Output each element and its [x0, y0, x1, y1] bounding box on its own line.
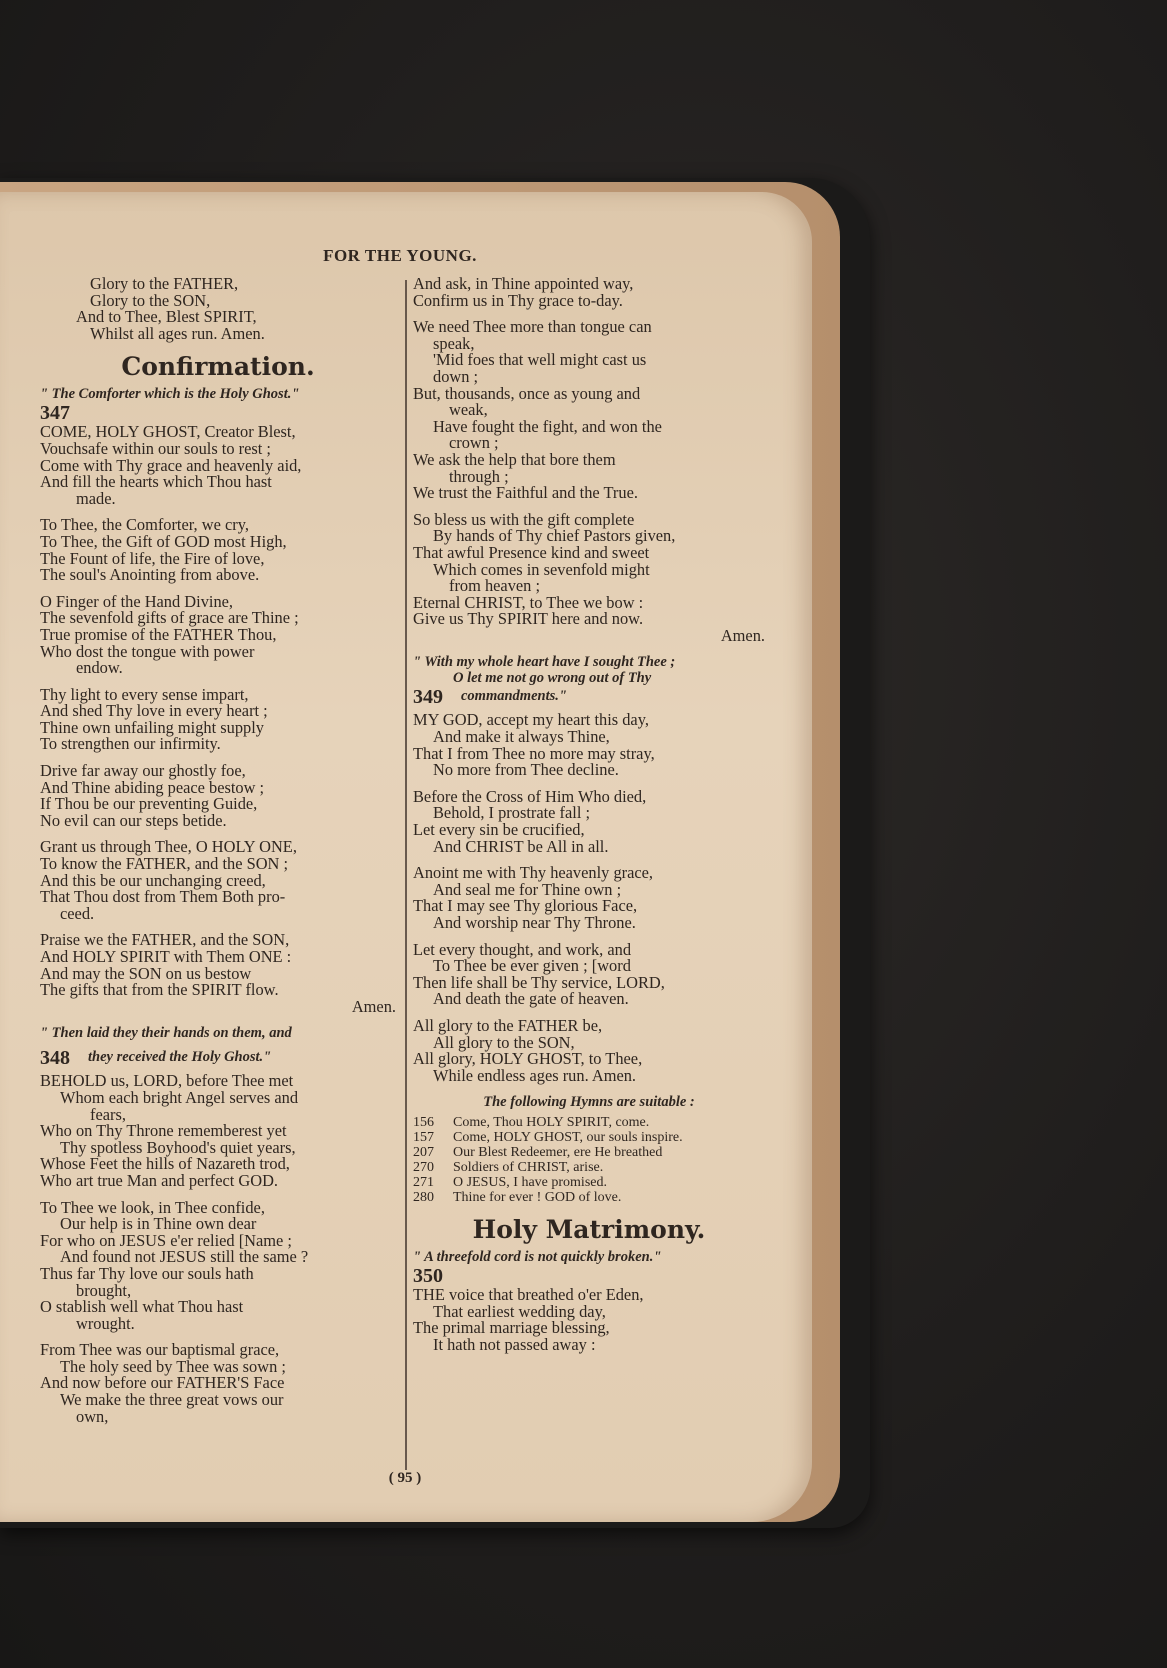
stanza	[40, 517, 396, 583]
verse-line: from heaven ;	[449, 576, 541, 596]
stanza	[413, 509, 765, 645]
stanza	[413, 1015, 765, 1085]
hymn-epigraph: " A threefold cord is not quickly broken."	[413, 1248, 662, 1265]
verse-line: To strengthen our infirmity.	[40, 734, 221, 754]
verse-line: Who dost the tongue with power	[40, 641, 255, 661]
stanza	[413, 1284, 765, 1354]
hymn-epigraph: " Then laid they their hands on them, and	[40, 1025, 292, 1042]
verse-line: By hands of Thy chief Pastors given,	[433, 526, 676, 546]
verse-line: To Thee we look, in Thee confide,	[40, 1197, 265, 1217]
verse-line: The gifts that from the SPIRIT flow.	[40, 980, 279, 1000]
verse-line: down ;	[433, 366, 479, 386]
verse-line: Glory to the SON,	[90, 290, 211, 310]
hymn-number-row	[413, 686, 765, 708]
section-heading-confirmation: Confirmation.	[121, 352, 315, 382]
hymn-number: 349	[413, 686, 443, 709]
hymn-number-row	[40, 1047, 396, 1069]
section-heading-holy-matrimony: Holy Matrimony.	[472, 1214, 706, 1244]
verse-line: We make the three great vows our	[60, 1390, 284, 1410]
running-head: FOR THE YOUNG.	[323, 246, 477, 265]
verse-line: From Thee was our baptismal grace,	[40, 1340, 280, 1360]
verse-line: And this be our unchanging creed,	[40, 870, 266, 890]
verse-line: Let every thought, and work, and	[413, 939, 632, 959]
verse-line: And make it always Thine,	[433, 727, 610, 747]
column-divider	[405, 280, 407, 1470]
verse-line: We need Thee more than tongue can	[413, 317, 652, 337]
hymn-ref-title: Come, Thou HOLY SPIRIT, come.	[453, 1114, 650, 1130]
page-number: ( 95 )	[388, 1470, 422, 1486]
verse-line: And now before our FATHER'S Face	[40, 1373, 285, 1393]
verse-line: Anoint me with Thy heavenly grace,	[413, 863, 654, 883]
verse-line: Behold, I prostrate fall ;	[433, 803, 591, 823]
hymn-ref-number: 157	[413, 1129, 434, 1145]
verse-line: Thy spotless Boyhood's quiet years,	[60, 1137, 296, 1157]
verse-line: Who on Thy Throne rememberest yet	[40, 1121, 287, 1141]
list-item	[413, 1175, 765, 1190]
verse-line: The sevenfold gifts of grace are Thine ;	[40, 608, 299, 628]
verse-line: And found not JESUS still the same ?	[60, 1247, 309, 1267]
stanza	[40, 424, 396, 507]
list-item	[413, 1160, 765, 1175]
verse-line: weak,	[449, 400, 488, 420]
verse-line: That awful Presence kind and sweet	[413, 542, 650, 562]
list-item	[413, 1145, 765, 1160]
verse-line: That Thou dost from Them Both pro-	[40, 887, 286, 907]
hymn-epigraph-cont: O let me not go wrong out of Thy	[453, 670, 652, 687]
hymn-ref-title: Thine for ever ! GOD of love.	[453, 1189, 622, 1205]
verse-line: That I from Thee no more may stray,	[413, 743, 655, 763]
verse-line: And HOLY SPIRIT with Them ONE :	[40, 947, 292, 966]
verse-line: Thy light to every sense impart,	[40, 684, 249, 704]
verse-line: All glory to the SON,	[433, 1032, 575, 1052]
verse-line: To know the FATHER, and the SON ;	[40, 854, 289, 874]
stanza	[413, 939, 765, 1009]
amen: Amen.	[720, 625, 765, 645]
stanza	[40, 763, 396, 829]
list-item	[413, 1115, 765, 1130]
verse-line: The holy seed by Thee was sown ;	[60, 1356, 286, 1376]
verse-line: 'Mid foes that well might cast us	[433, 350, 647, 370]
hymn-number: 348	[40, 1047, 70, 1070]
verse-line: If Thou be our preventing Guide,	[40, 794, 258, 814]
stanza	[40, 684, 396, 754]
verse-line: crown ;	[449, 433, 499, 453]
verse-line: The primal marriage blessing,	[413, 1318, 610, 1338]
doxology	[40, 276, 396, 342]
verse-line: Whose Feet the hills of Nazareth trod,	[40, 1154, 290, 1174]
verse-line: True promise of the FATHER Thou,	[40, 624, 277, 644]
verse-line: No evil can our steps betide.	[40, 810, 227, 830]
hymn-ref-number: 280	[413, 1189, 434, 1205]
stanza	[413, 786, 765, 856]
hymn-epigraph-cont: they received the Holy Ghost."	[88, 1049, 272, 1066]
verse-line: And Thine abiding peace bestow ;	[40, 777, 265, 797]
list-item	[413, 1130, 765, 1145]
verse-line: No more from Thee decline.	[433, 760, 619, 780]
verse-line: And CHRIST be All in all.	[433, 836, 609, 856]
verse-line: Confirm us in Thy grace to-day.	[413, 290, 623, 310]
stanza	[40, 932, 396, 1015]
left-column	[40, 276, 396, 1435]
suitable-hymns-title: The following Hymns are suitable :	[483, 1094, 695, 1111]
hymn-ref-title: O JESUS, I have promised.	[453, 1174, 607, 1190]
stanza	[40, 1342, 396, 1425]
verse-line: Drive far away our ghostly foe,	[40, 761, 246, 781]
verse-line: speak,	[433, 333, 475, 353]
verse-line: All glory to the FATHER be,	[413, 1015, 603, 1035]
hymn-ref-title: Come, HOLY GHOST, our souls inspire.	[453, 1129, 683, 1145]
stanza	[413, 319, 765, 502]
verse-line: That earliest wedding day,	[433, 1301, 606, 1321]
stanza	[413, 865, 765, 931]
verse-line: It hath not passed away :	[433, 1334, 596, 1354]
hymn-ref-title: Our Blest Redeemer, ere He breathed	[453, 1144, 663, 1160]
verse-line: We trust the Faithful and the True.	[413, 483, 638, 503]
stanza	[413, 276, 765, 309]
verse-line: through ;	[449, 466, 509, 486]
hymn-number: 350	[413, 1264, 443, 1287]
verse-line: Glory to the FATHER,	[90, 274, 239, 293]
stanza	[40, 1197, 396, 1333]
verse-line: Thine own unfailing might supply	[40, 717, 264, 737]
verse-line: And shed Thy love in every heart ;	[40, 701, 268, 721]
verse-line: Who art true Man and perfect GOD.	[40, 1170, 279, 1190]
verse-line: And to Thee, Blest SPIRIT,	[76, 307, 257, 327]
hymn-epigraph: " The Comforter which is the Holy Ghost."	[40, 386, 300, 403]
verse-line: ceed.	[60, 903, 95, 923]
verse-line: Praise we the FATHER, and the SON,	[40, 930, 290, 950]
verse-line: But, thousands, once as young and	[413, 383, 641, 403]
verse-line: And death the gate of heaven.	[433, 989, 629, 1009]
suitable-hymns-list	[413, 1115, 765, 1205]
verse-line: O stablish well what Thou hast	[40, 1297, 244, 1317]
verse-line: All glory, HOLY GHOST, to Thee,	[413, 1049, 643, 1069]
hymn-ref-title: Soldiers of CHRIST, arise.	[453, 1159, 604, 1175]
verse-line: own,	[76, 1406, 109, 1426]
verse-line: That I may see Thy glorious Face,	[413, 896, 638, 916]
verse-line: wrought.	[76, 1313, 135, 1333]
hymn-ref-number: 270	[413, 1159, 434, 1175]
hymn-ref-number: 207	[413, 1144, 434, 1160]
verse-line: BEHOLD us, LORD, before Thee met	[40, 1071, 294, 1091]
hymn-epigraph: " With my whole heart have I sought Thee ;	[413, 654, 676, 671]
verse-line: Then life shall be Thy service, LORD,	[413, 972, 665, 992]
verse-line: endow.	[76, 658, 123, 678]
hymn-number: 347	[40, 402, 70, 425]
list-item	[413, 1190, 765, 1205]
verse-line: And ask, in Thine appointed way,	[413, 274, 634, 293]
hymnal-page	[0, 192, 812, 1522]
verse-line: To Thee be ever given ; [word	[433, 956, 631, 976]
verse-line: While endless ages run. Amen.	[433, 1065, 637, 1085]
verse-line: And fill the hearts which Thou hast	[40, 472, 272, 492]
verse-line: And may the SON on us bestow	[40, 963, 252, 983]
verse-line: And worship near Thy Throne.	[433, 913, 636, 932]
verse-line: The soul's Anointing from above.	[40, 565, 260, 585]
stanza	[413, 712, 765, 778]
verse-line: Give us Thy SPIRIT here and now.	[413, 609, 644, 629]
verse-line: MY GOD, accept my heart this day,	[413, 710, 649, 730]
verse-line: For who on JESUS e'er relied [Name ;	[40, 1230, 292, 1250]
verse-line: fears,	[90, 1104, 126, 1124]
verse-line: made.	[76, 488, 116, 508]
verse-line: To Thee, the Comforter, we cry,	[40, 515, 249, 535]
stanza	[40, 1073, 396, 1189]
verse-line: brought,	[76, 1280, 132, 1300]
amen: Amen.	[351, 996, 396, 1016]
verse-line: So bless us with the gift complete	[413, 509, 635, 529]
verse-line: Whilst all ages run. Amen.	[90, 323, 265, 343]
verse-line: We ask the help that bore them	[413, 449, 616, 469]
verse-line: The Fount of life, the Fire of love,	[40, 548, 265, 568]
hymn-epigraph-cont: commandments."	[461, 688, 567, 705]
verse-line: Have fought the fight, and won the	[433, 416, 662, 436]
verse-line: O Finger of the Hand Divine,	[40, 591, 234, 611]
verse-line: COME, HOLY GHOST, Creator Blest,	[40, 422, 296, 442]
hymn-ref-number: 271	[413, 1174, 434, 1190]
verse-line: Whom each bright Angel serves and	[60, 1087, 299, 1107]
verse-line: Eternal CHRIST, to Thee we bow :	[413, 592, 644, 612]
verse-line: Before the Cross of Him Who died,	[413, 786, 647, 806]
stanza	[40, 839, 396, 922]
right-column	[413, 276, 765, 1363]
verse-line: Grant us through Thee, O HOLY ONE,	[40, 837, 297, 857]
verse-line: THE voice that breathed o'er Eden,	[413, 1284, 644, 1304]
verse-line: Which comes in sevenfold might	[433, 559, 650, 579]
verse-line: And seal me for Thine own ;	[433, 879, 622, 899]
stanza	[40, 591, 396, 678]
verse-line: Vouchsafe within our souls to rest ;	[40, 438, 271, 458]
verse-line: Come with Thy grace and heavenly aid,	[40, 455, 302, 475]
verse-line: To Thee, the Gift of GOD most High,	[40, 531, 287, 551]
verse-line: Our help is in Thine own dear	[60, 1214, 257, 1234]
verse-line: Thus far Thy love our souls hath	[40, 1263, 254, 1283]
hymn-ref-number: 156	[413, 1114, 434, 1130]
verse-line: Let every sin be crucified,	[413, 820, 585, 840]
